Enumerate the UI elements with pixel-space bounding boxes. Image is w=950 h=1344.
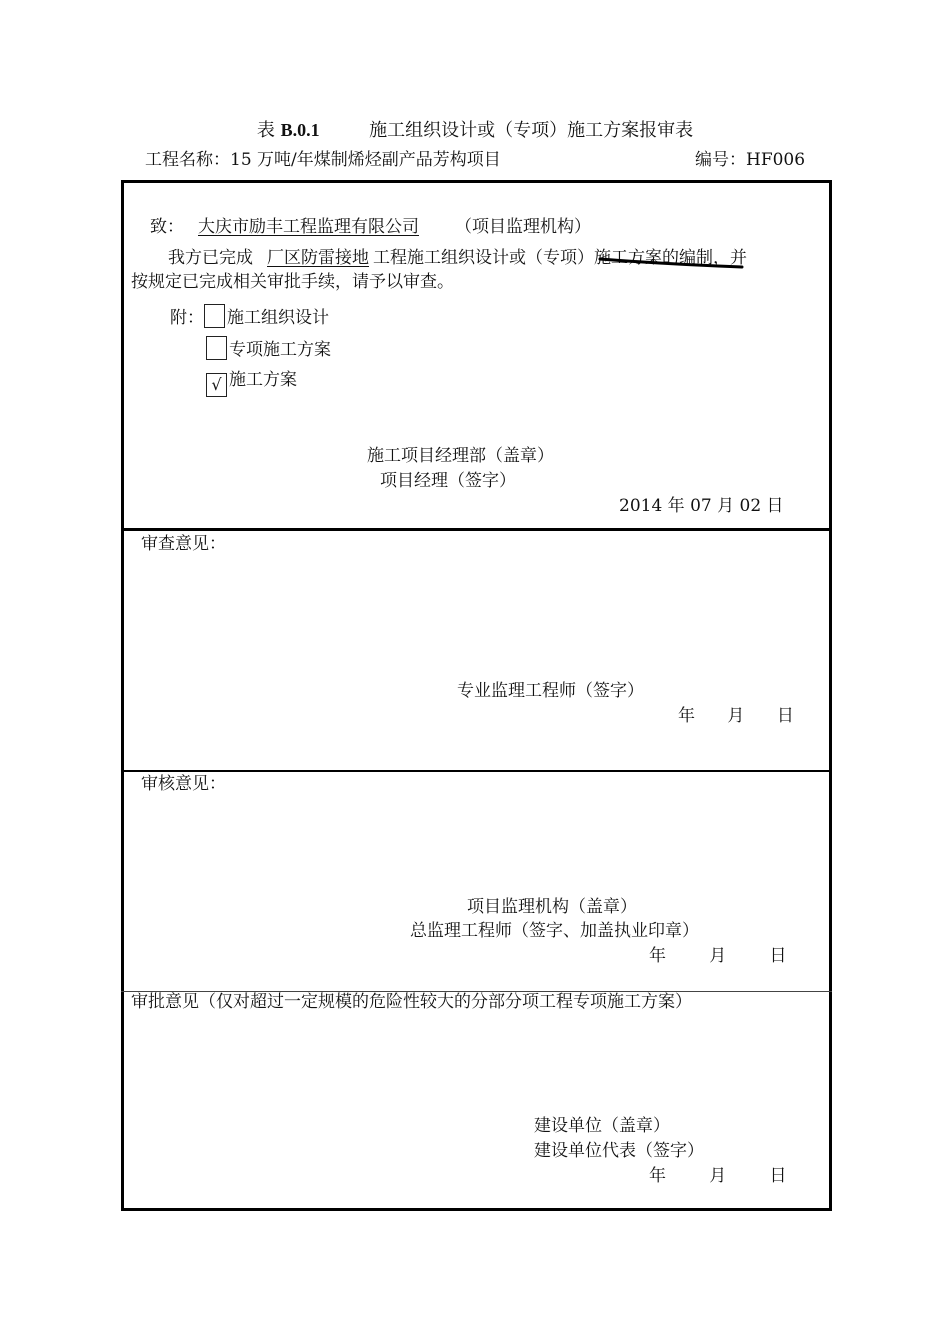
review-signer-label: 专业监理工程师（签字） bbox=[457, 681, 644, 701]
org-suffix: （项目监理机构） bbox=[455, 217, 591, 237]
form-code-line bbox=[695, 152, 805, 169]
divider-audit bbox=[121, 770, 832, 772]
supervision-org: 大庆市励丰工程监理有限公司 bbox=[198, 217, 419, 237]
attach-label: 附： bbox=[170, 308, 204, 328]
title-text: 施工组织设计或（专项）施工方案报审表 bbox=[369, 120, 694, 141]
to-label: 致： bbox=[150, 217, 184, 237]
attachment-option-1 bbox=[170, 304, 329, 328]
option-label-construction-design: 施工组织设计 bbox=[227, 308, 329, 328]
option-label-special-plan: 专项施工方案 bbox=[229, 340, 331, 360]
approval-opinion-label: 审批意见（仅对超过一定规模的危险性较大的分部分项工程专项施工方案） bbox=[131, 992, 692, 1012]
review-date: 年 月 日 bbox=[678, 706, 794, 726]
manager-sign-label: 项目经理（签字） bbox=[380, 471, 516, 491]
option-label-construction-plan: 施工方案 bbox=[229, 370, 297, 390]
submission-date: 2014 年 07 月 02 日 bbox=[619, 496, 784, 516]
audit-opinion-label: 审核意见： bbox=[141, 774, 226, 794]
owner-seal-label: 建设单位（盖章） bbox=[534, 1116, 670, 1136]
code-label: 编号： bbox=[695, 150, 746, 170]
statement-prefix: 我方已完成 bbox=[168, 248, 253, 268]
checkbox-construction-design[interactable] bbox=[204, 304, 225, 328]
checkbox-construction-plan[interactable]: √ bbox=[206, 373, 227, 397]
work-name: 厂区防雷接地 bbox=[267, 248, 369, 268]
statement-mid: 工程施工组织设计或（专项）施工方案的编制，并 bbox=[373, 248, 747, 268]
approval-date: 年 月 日 bbox=[649, 1166, 787, 1186]
checkbox-special-plan[interactable] bbox=[206, 336, 227, 360]
table-number-prefix: 表 bbox=[256, 120, 275, 141]
code-value: HF006 bbox=[746, 150, 806, 170]
divider-review bbox=[121, 528, 832, 531]
audit-date: 年 月 日 bbox=[649, 946, 787, 966]
statement-line-1 bbox=[168, 250, 747, 267]
form-title bbox=[0, 121, 950, 140]
owner-rep-sign-label: 建设单位代表（签字） bbox=[534, 1141, 704, 1161]
audit-org-seal-label: 项目监理机构（盖章） bbox=[467, 897, 637, 917]
attachment-option-2 bbox=[206, 336, 331, 360]
table-code: B.0.1 bbox=[280, 120, 320, 140]
dept-seal-label: 施工项目经理部（盖章） bbox=[367, 446, 554, 466]
project-name: 15 万吨/年煤制烯烃副产品芳构项目 bbox=[230, 150, 501, 170]
addressee-line bbox=[150, 219, 591, 236]
project-label: 工程名称： bbox=[145, 150, 230, 170]
review-opinion-label: 审查意见： bbox=[141, 534, 226, 554]
statement-line-2: 按规定已完成相关审批手续，请予以审查。 bbox=[131, 272, 454, 292]
attachment-option-3 bbox=[206, 372, 297, 397]
chief-engineer-sign-label: 总监理工程师（签字、加盖执业印章） bbox=[410, 921, 699, 941]
project-name-line bbox=[145, 152, 501, 169]
